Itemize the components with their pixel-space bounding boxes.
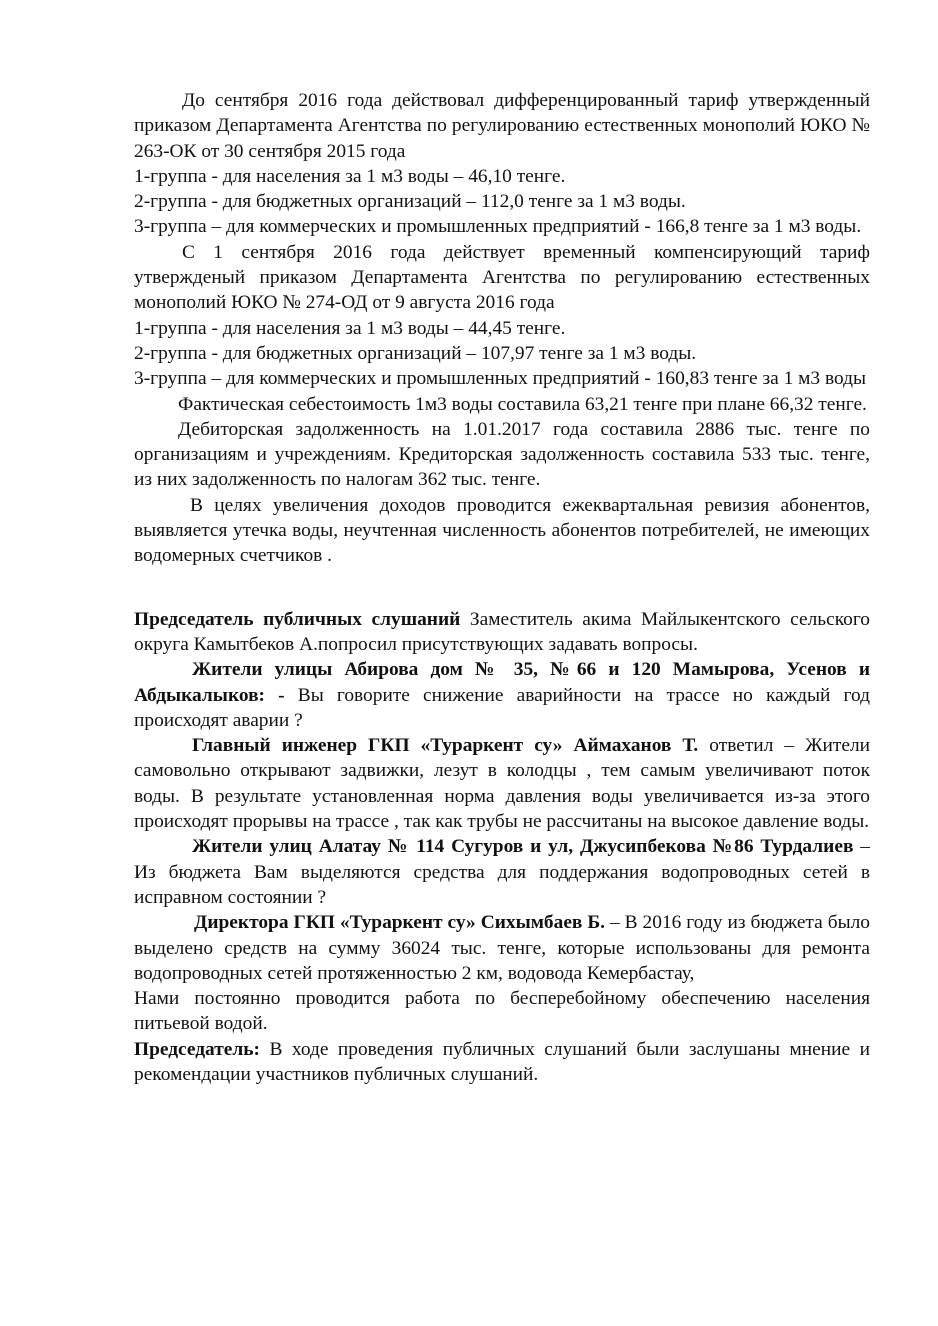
revision-paragraph: В целях увеличения доходов проводится ежеквартальная ревизия абонентов, выявляется утечка воды, неучтенная численность абонентов потребителей, не имеющих водомерных счетчиков . [134,494,870,567]
question-2-paragraph [134,834,870,910]
answer-1-speaker: Главный инженер ГКП «Тураркент су» Аймаханов Т. [192,735,699,757]
tariff-2015-intro: До сентября 2016 года действовал дифференцированный тариф утвержденный приказом Департамента Агентства по регулированию естественных монополий ЮКО № 263-ОК от 30 сентября 2015 года [134,90,870,162]
question-1-text: Вы говорите снижение аварийности на трассе но каждый год происходят аварии ? [134,684,870,731]
question-2-speaker: Жители улиц Алатау № 114 Сугуров и ул, Джусипбекова №86 Турдалиев [192,836,854,858]
tariff-2015-group1: 1-группа - для населения за 1 м3 воды – 46,10 тенге. [134,165,566,187]
tariff-2016-group2: 2-группа - для бюджетных организаций – 107,97 тенге за 1 м3 воды. [134,342,697,364]
tariff-2016-group1: 1-группа - для населения за 1 м3 воды – 44,45 тенге. [134,317,566,339]
question-1-speaker: Жители улицы Абирова дом № 35, №66 и 120 Мамырова, Усенов и Абдыкалыков: - [134,659,870,706]
work-paragraph: Нами постоянно проводится работа по бесперебойному обеспечению населения питьевой водой. [134,988,870,1035]
answer-2-text: – В 2016 году из бюджета было выделено средств на сумму 36024 тыс. тенге, которые использованы для ремонта водопроводных сетей протяженностью 2 км, водовода Кемербастау, [134,912,870,984]
question-1-paragraph [134,657,870,733]
debt-paragraph: Дебиторская задолженность на 1.01.2017 года составила 2886 тыс. тенге по организациям и учреждениям. Кредиторская задолженность составила 533 тыс. тенге, из них задолженность по налогам 362 тыс. тенге. [134,418,870,491]
tariff-2016-group3: 3-группа – для коммерческих и промышленных предприятий - 160,83 тенге за 1 м3 воды [134,368,867,390]
answer-2-speaker: Директора ГКП «Тураркент су» Сихымбаев Б. [194,912,606,934]
chairman-intro-paragraph [134,607,870,658]
closing-paragraph [134,1037,870,1088]
closing-text: В ходе проведения публичных слушаний были заслушаны мнение и рекомендации участников публичных слушаний. [134,1038,870,1085]
chairman-intro-text: Заместитель акима Майлыкентского сельского округа Камытбеков А.попросил присутствующих задавать вопросы. [134,608,870,655]
tariff-2015-group3: 3-группа – для коммерческих и промышленных предприятий - 166,8 тенге за 1 м3 воды. [134,216,862,238]
cost-paragraph: Фактическая себестоимость 1м3 воды составила 63,21 тенге при плане 66,32 тенге. [178,393,867,415]
answer-2-paragraph [134,910,870,986]
chairman-speaker: Председатель публичных слушаний [134,608,461,630]
answer-1-paragraph [134,733,870,834]
tariff-2015-group2: 2-группа - для бюджетных организаций – 112,0 тенге за 1 м3 воды. [134,191,686,213]
answer-1-text: ответил – Жители самовольно открывают задвижки, лезут в колодцы , тем самым увеличивают поток воды. В результате установленная норма давления воды увеличивается из-за этого происходят прорывы на трассе , так как трубы не рассчитаны на высокое давление воды. [134,735,870,833]
tariff-2016-intro: С 1 сентября 2016 года действует временный компенсирующий тариф утвержденый приказом Департамента Агентства по регулированию естественных монополий ЮКО № 274-ОД от 9 августа 2016 года [134,241,870,314]
question-2-text: – Из бюджета Вам выделяются средства для поддержания водопроводных сетей в исправном состоянии ? [134,836,870,908]
closing-speaker: Председатель: [134,1038,260,1060]
